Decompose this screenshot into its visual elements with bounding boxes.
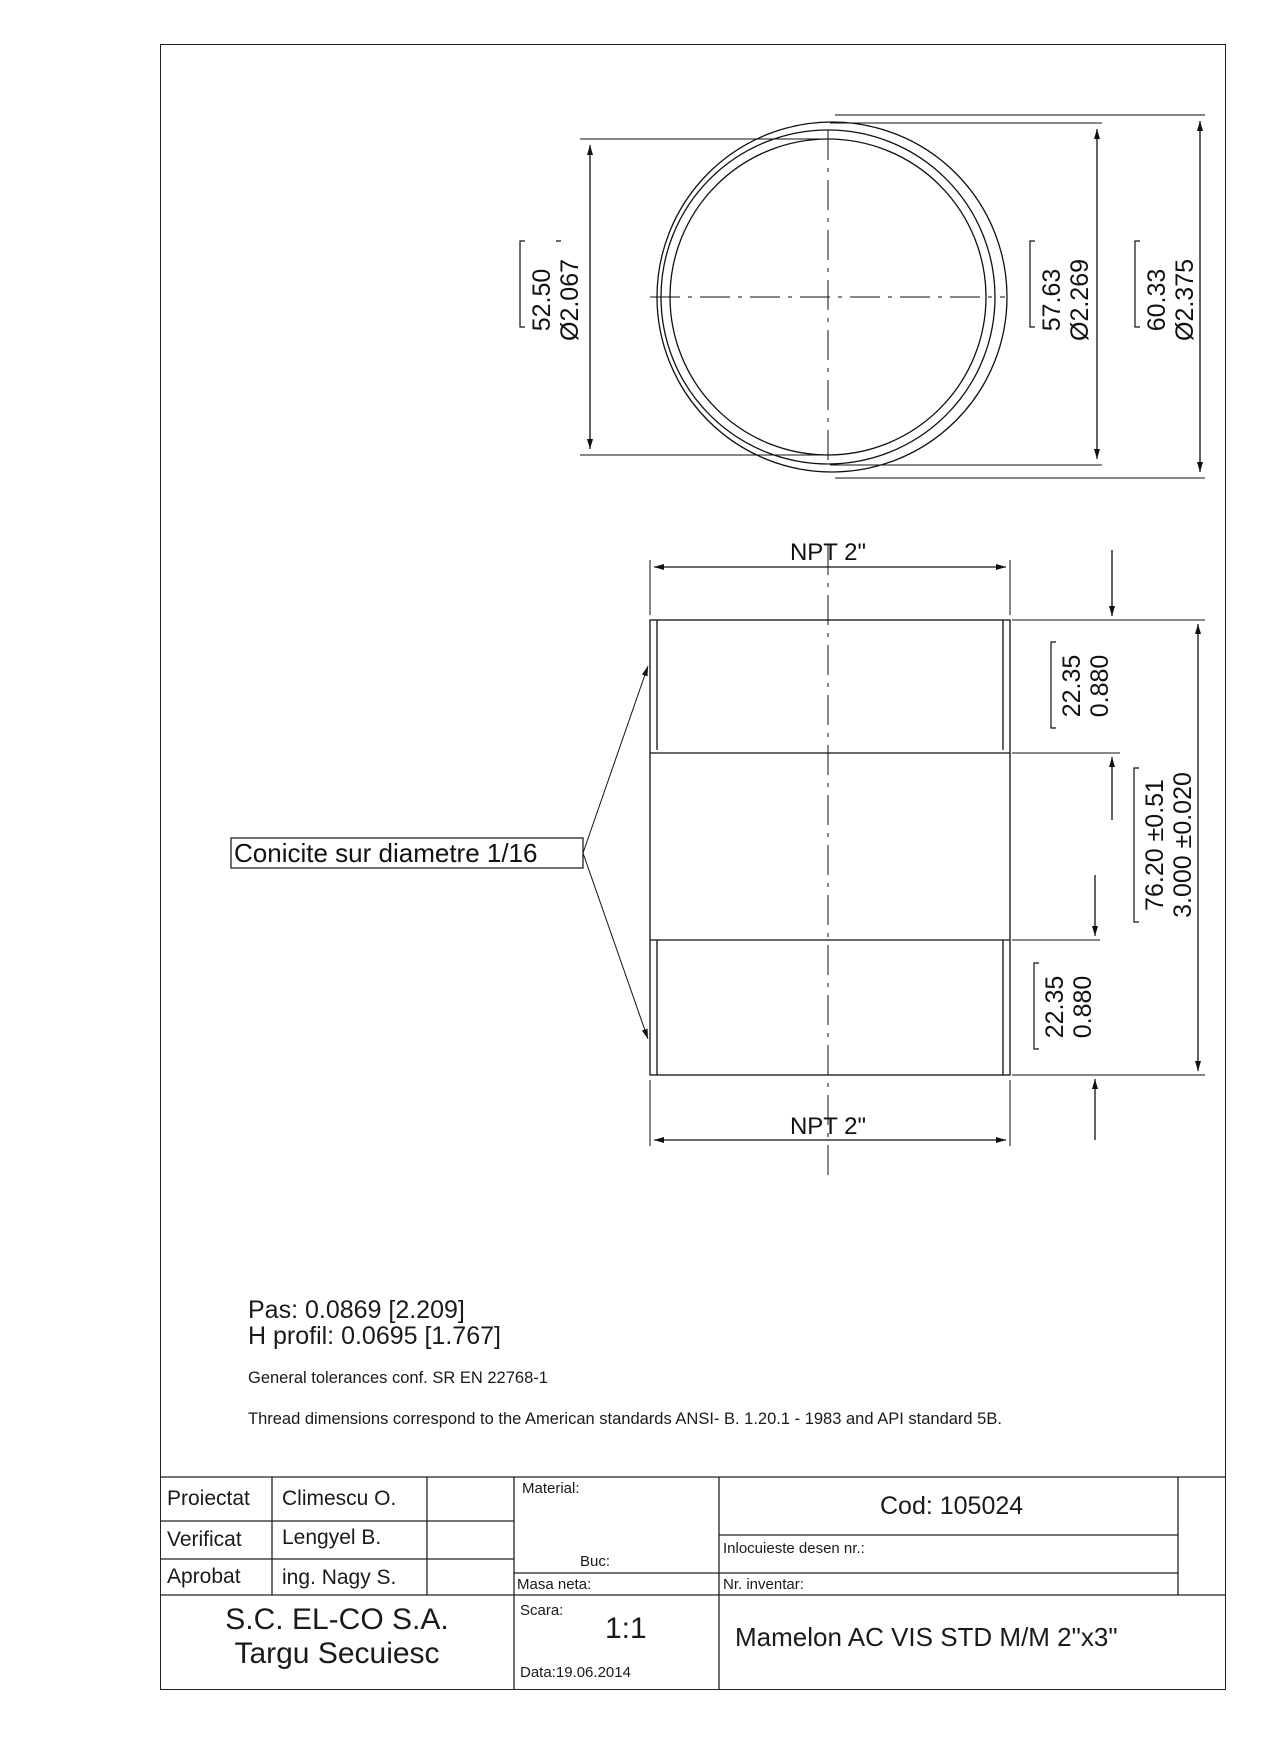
company-city: Targu Secuiesc [234,1637,440,1670]
company-name: S.C. EL-CO S.A. [225,1603,449,1636]
svg-text:52.50: 52.50 [528,268,556,332]
scara-value: 1:1 [605,1612,647,1645]
dim-text-thread-diameter [1038,259,1094,341]
name-proiectat: Climescu O. [282,1487,397,1510]
npt-bottom-label: NPT 2" [789,1113,867,1140]
role-aprobat: Aprobat [167,1565,241,1588]
role-proiectat: Proiectat [167,1487,250,1510]
taper-leader-bottom [583,853,648,1039]
dim-text-outer-diameter [1143,259,1199,341]
svg-text:76.20 ±0.51: 76.20 ±0.51 [1141,779,1169,911]
svg-text:57.63: 57.63 [1038,268,1066,332]
dim-text-thread-len-bottom [1041,976,1097,1039]
cod-number: Cod: 105024 [880,1492,1024,1520]
note-h-profil: H profil: 0.0695 [1.767] [248,1322,501,1350]
svg-text:0.880: 0.880 [1086,654,1114,718]
scara-label: Scara: [520,1602,564,1619]
note-tolerances: General tolerances conf. SR EN 22768-1 [248,1369,548,1387]
svg-text:60.33: 60.33 [1143,268,1171,332]
inlocuieste-label: Inlocuieste desen nr.: [723,1540,865,1557]
svg-text:Ø2.269: Ø2.269 [1066,258,1094,342]
data-value: 19.06.2014 [555,1664,631,1681]
svg-text:0.880: 0.880 [1069,975,1097,1039]
note-thread-standard: Thread dimensions correspond to the American standards ANSI- B. 1.20.1 - 1983 and API standard 5B. [248,1410,1002,1428]
part-body-outline [650,620,1010,1075]
taper-leader-top [583,666,648,853]
taper-note-text: Conicite sur diametre 1/16 [234,838,538,868]
top-view [580,115,1205,478]
dim-text-thread-len-top [1058,655,1114,718]
dim-text-inner-diameter [528,259,584,341]
dim-text-total-length [1141,772,1197,918]
part-name: Mamelon AC VIS STD M/M 2"x3" [735,1622,1118,1652]
data-field [520,1664,631,1681]
nr-inventar-label: Nr. inventar: [723,1576,804,1593]
buc-label: Buc: [580,1553,611,1570]
role-verificat: Verificat [167,1528,242,1551]
npt-top-label: NPT 2" [789,539,867,566]
svg-text:22.35: 22.35 [1058,654,1086,718]
material-label: Material: [522,1480,580,1497]
bracket-thread [1030,241,1035,327]
masa-neta-label: Masa neta: [517,1576,592,1593]
svg-text:Ø2.375: Ø2.375 [1171,258,1199,342]
name-aprobat: ing. Nagy S. [282,1566,397,1589]
svg-text:Ø2.067: Ø2.067 [556,258,584,342]
data-label: Data: [520,1664,556,1681]
note-pas: Pas: 0.0869 [2.209] [248,1296,465,1324]
svg-text:22.35: 22.35 [1041,975,1069,1039]
name-verificat: Lengyel B. [282,1526,382,1549]
svg-text:3.000 ±0.020: 3.000 ±0.020 [1169,772,1197,918]
bracket-outer [1135,241,1140,327]
